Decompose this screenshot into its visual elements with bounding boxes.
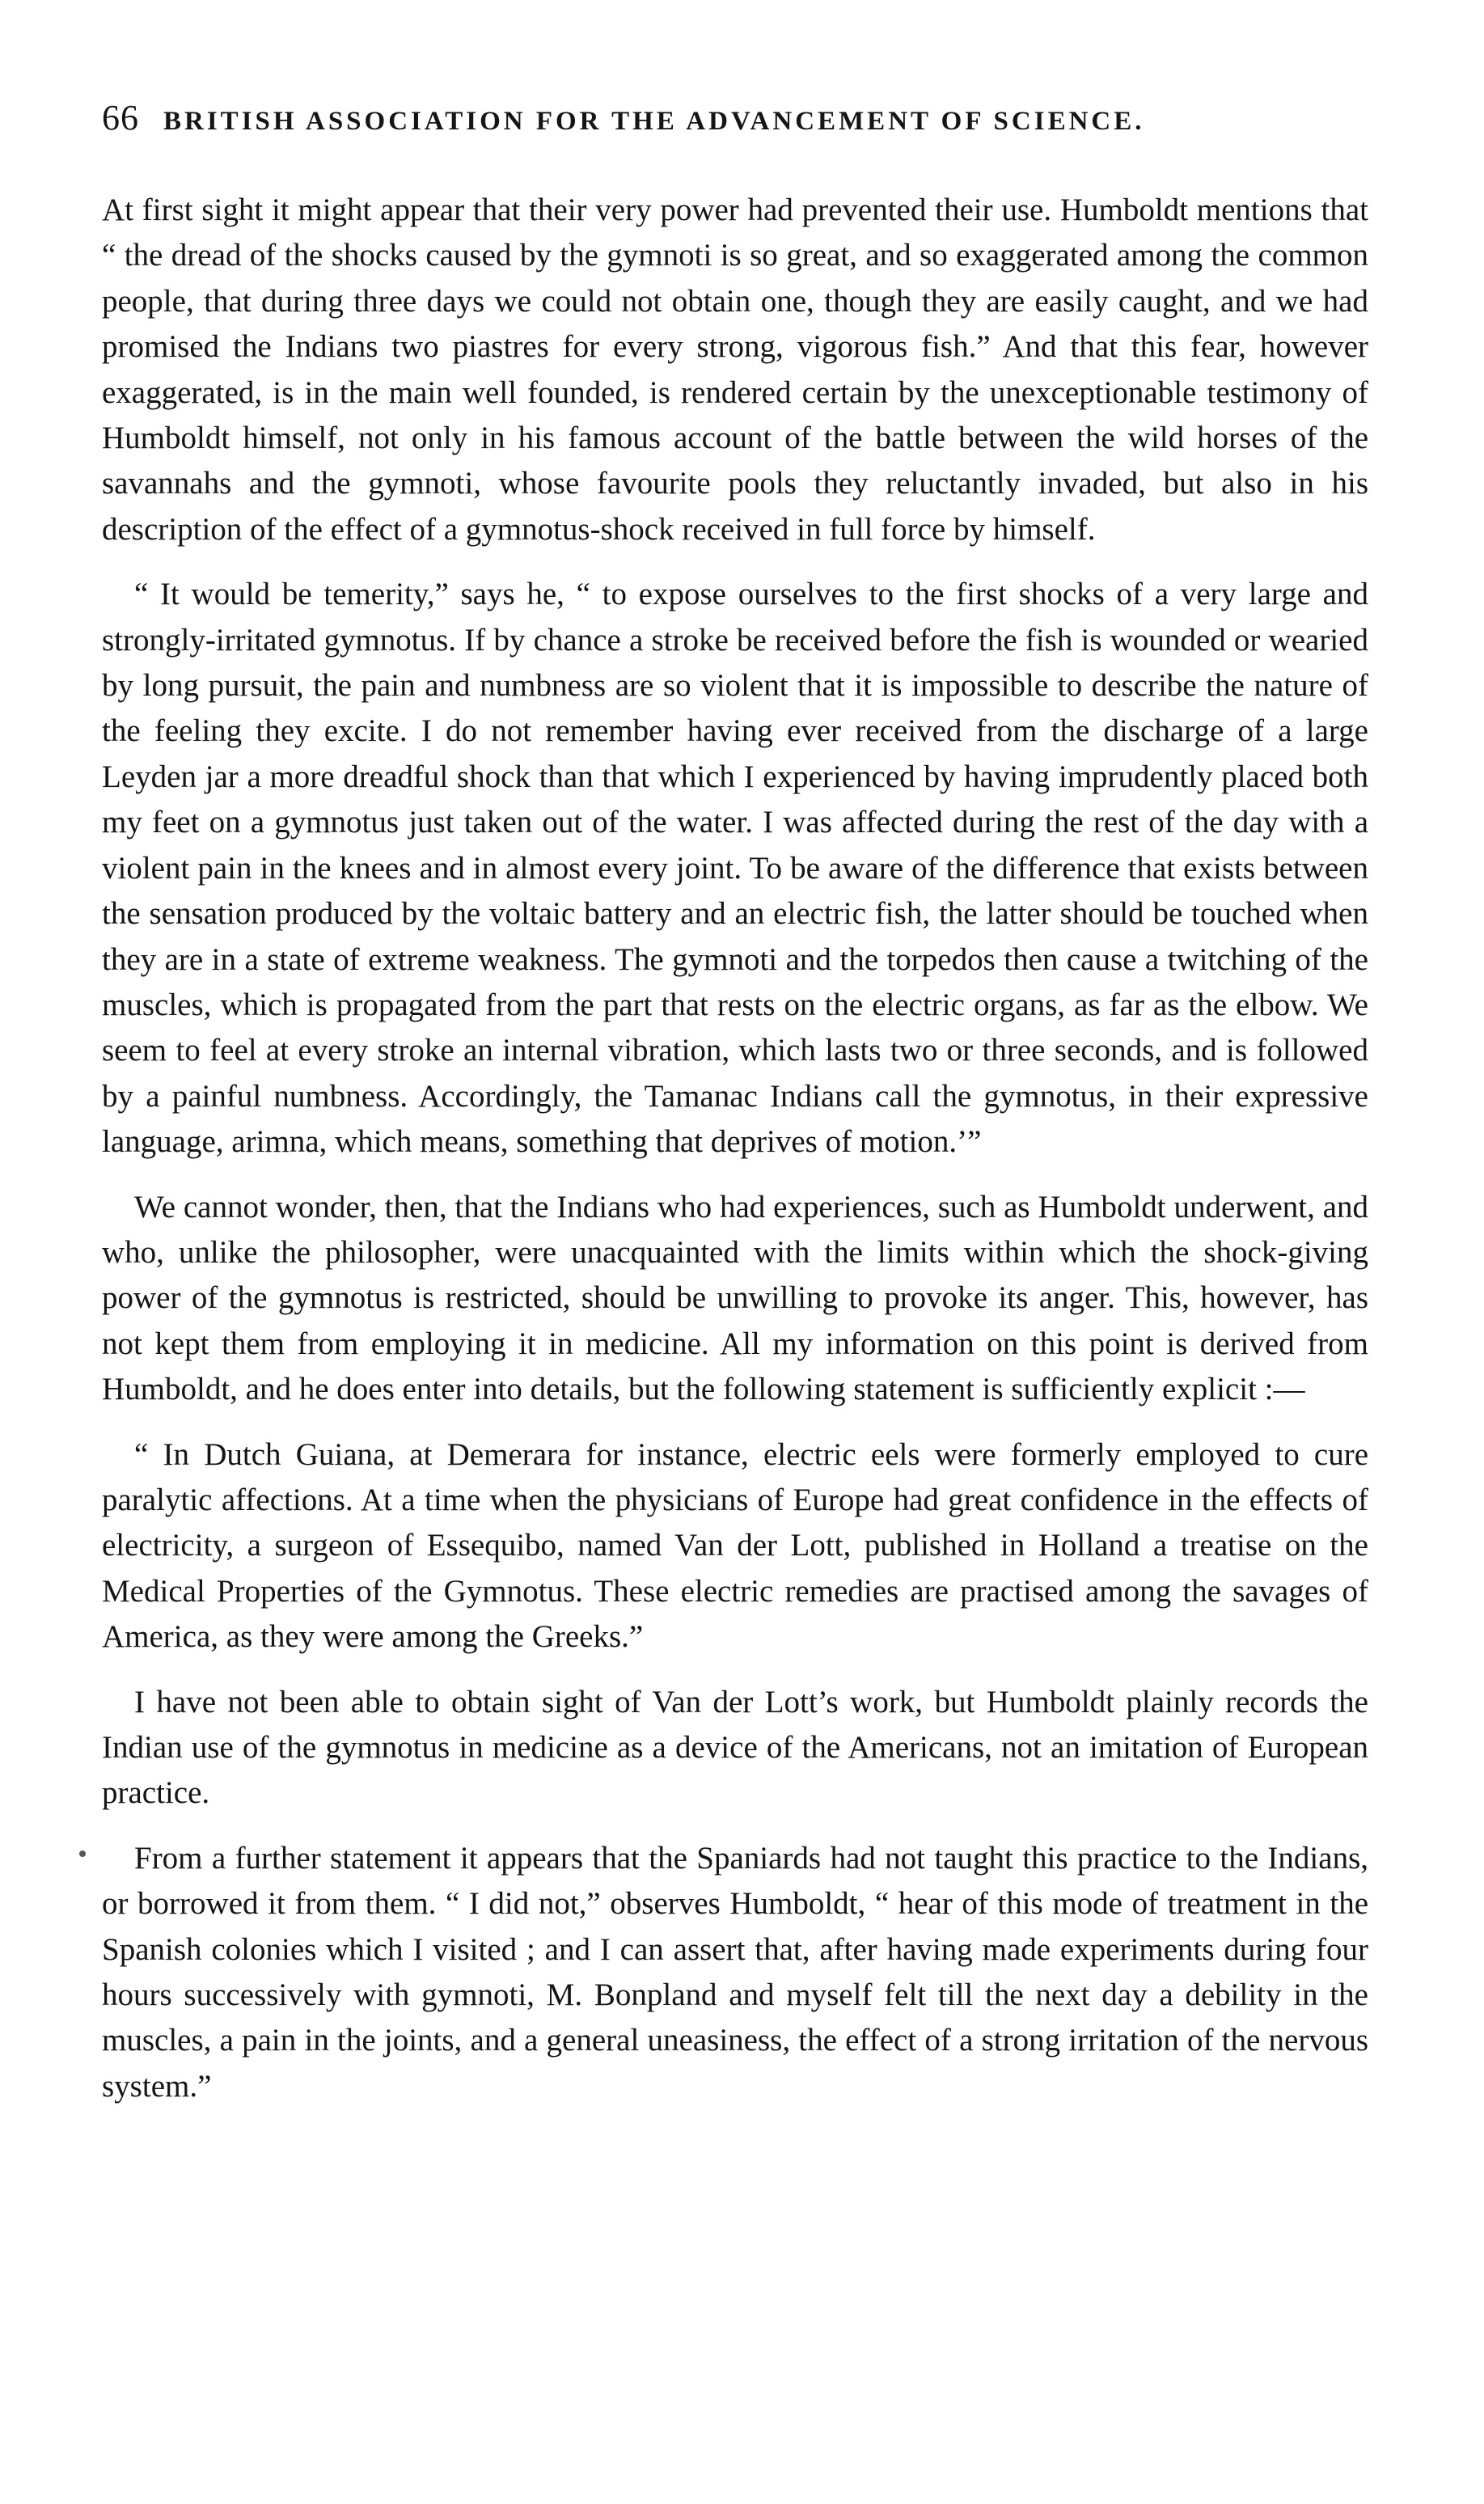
paragraph-1: At first sight it might appear that their very power had prevented their use. Humboldt mentions that “ the dread of the shocks caused by the gymnoti is so great, and so exaggerated among the common people, that during three days we could not obtain one, though they are easily caught, and we had promised the Indians two piastres for every strong, vigorous fish.” And that this fear, however exaggerated, is in the main well founded, is rendered certain by the unexceptionable testimony of Humboldt himself, not only in his famous account of the battle between the wild horses of the savannahs and the gymnoti, whose favourite pools they reluctantly invaded, but also in his description of the effect of a gymnotus-shock received in full force by himself. — [102, 192, 1368, 547]
paragraph-2-quote: “ It would be temerity,” says he, “ to expose ourselves to the first shocks of a very large and strongly-irritated gymnotus. If by chance a stroke be received before the fish is wounded or wearied by long pursuit, the pain and numbness are so violent that it is impossible to describe the nature of the feeling they excite. I do not remember having ever received from the discharge of a large Leyden jar a more dreadful shock than that which I experienced by having imprudently placed both my feet on a gymnotus just taken out of the water. I was affected during the rest of the day with a violent pain in the knees and in almost every joint. To be aware of the difference that exists between the sensation produced by the voltaic battery and an electric fish, the latter should be touched when they are in a state of extreme weakness. The gymnoti and the torpedos then cause a twitching of the muscles, which is propagated from the part that rests on the electric organs, as far as the elbow. We seem to feel at every stroke an internal vibration, which lasts two or three seconds, and is followed by a painful numbness. Accordingly, the Tamanac Indians call the gymnotus, in their expressive language, arimna, which means, something that deprives of motion.’” — [102, 577, 1368, 1160]
running-head — [102, 97, 1368, 154]
page-number: 66 — [102, 98, 139, 137]
paragraph-3: We cannot wonder, then, that the Indians who had experiences, such as Humboldt underwent, and who, unlike the philosopher, were unacquainted with the limits within which the shock-giving power of the gymnotus is restricted, should be unwilling to provoke its anger. This, however, has not kept them from employing it in medicine. All my information on this point is derived from Humboldt, and he does enter into details, but the following statement is sufficiently explicit :— — [102, 1189, 1368, 1407]
paragraph-4-quote: “ In Dutch Guiana, at Demerara for instance, electric eels were formerly employed to cure paralytic affections. At a time when the physicians of Europe had great confidence in the effects of electricity, a surgeon of Essequibo, named Van der Lott, published in Holland a treatise on the Medical Properties of the Gymnotus. These electric remedies are practised among the savages of America, as they were among the Greeks.” — [102, 1436, 1368, 1655]
paragraph-5: I have not been able to obtain sight of Van der Lott’s work, but Humboldt plainly records the Indian use of the gymnotus in medicine as a device of the Americans, not an imitation of European practice. — [102, 1684, 1368, 1811]
stray-ink-mark — [79, 1851, 86, 1857]
body-text — [102, 188, 1368, 2109]
journal-title: BRITISH ASSOCIATION FOR THE ADVANCEMENT OF SCIENCE. — [163, 107, 1145, 136]
paragraph-6: From a further statement it appears that the Spaniards had not taught this practice to the Indians, or borrowed it from them. “ I did not,” observes Humboldt, “ hear of this mode of treatment in the Spanish colonies which I visited ; and I can assert that, after having made experiments during four hours successively with gymnoti, M. Bonpland and myself felt till the next day a debility in the muscles, a pain in the joints, and a general uneasiness, the effect of a strong irritation of the nervous system.” — [102, 1840, 1368, 2104]
page — [102, 97, 1368, 2443]
